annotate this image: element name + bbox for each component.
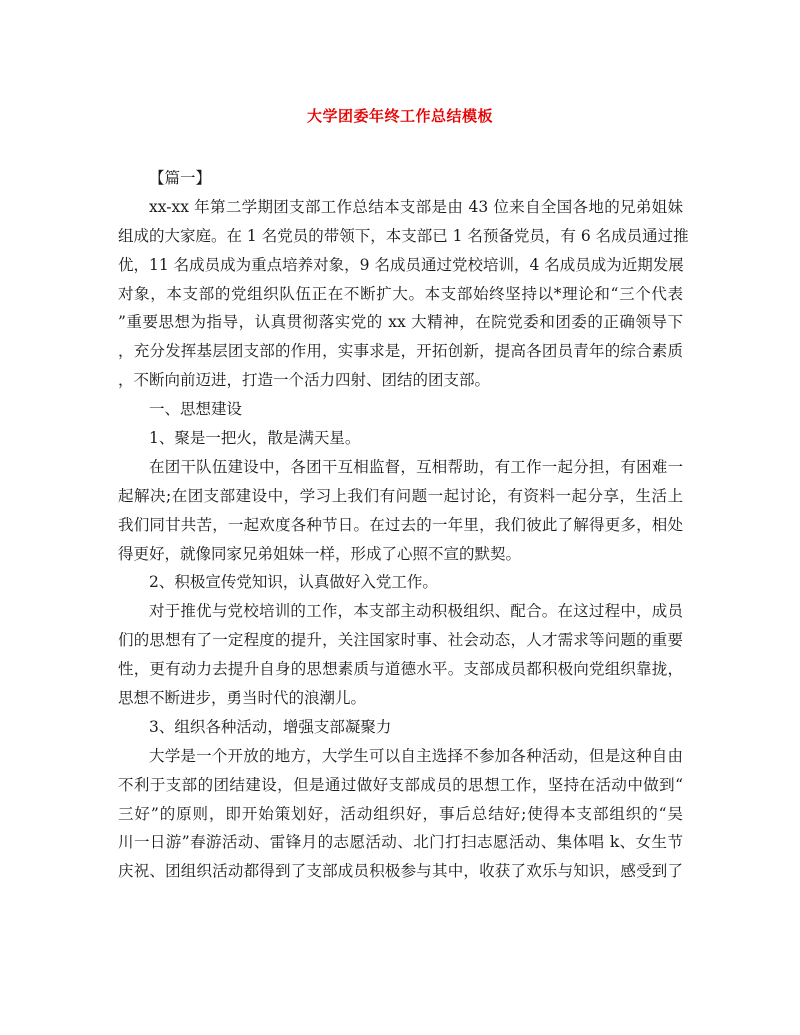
text-line: 性，更有动力去提升自身的思想素质与道德水平。支部成员都积极向党组织靠拢， (118, 660, 683, 679)
text-line: 庆祝、团组织活动都得到了支部成员积极参与其中，收获了欢乐与知识，感受到了 (118, 862, 683, 881)
text-line: 对象，本支部的党组织队伍正在不断扩大。本支部始终坚持以*理论和“三个代表 (118, 284, 683, 303)
text-line: 得更好，就像同家兄弟姐妹一样，形成了心照不宣的默契。 (118, 544, 522, 563)
text-line: ”重要思想为指导，认真贯彻落实党的 xx 大精神，在院党委和团委的正确领导下 (118, 313, 683, 332)
document-title: 大学团委年终工作总结模板 (306, 107, 493, 125)
text-line: 优，11 名成员成为重点培养对象，9 名成员通过党校培训，4 名成员成为近期发展 (118, 255, 684, 274)
text-line: xx-xx 年第二学期团支部工作总结本支部是由 43 位来自全国各地的兄弟姐妹 (149, 197, 683, 216)
document-body (118, 164, 689, 886)
text-line: 起解决;在团支部建设中，学习上我们有问题一起讨论，有资料一起分享，生活上 (118, 486, 683, 505)
text-line: 在团干队伍建设中，各团干互相监督，互相帮助，有工作一起分担，有困难一 (149, 457, 683, 476)
text-line: ，充分发挥基层团支部的作用，实事求是，开拓创新，提高各团员青年的综合素质 (118, 342, 683, 361)
text-line: 2、积极宣传党知识，认真做好入党工作。 (149, 573, 438, 592)
text-line: ，不断向前迈进，打造一个活力四射、团结的团支部。 (118, 371, 491, 390)
text-line: 思想不断进步，勇当时代的浪潮儿。 (118, 689, 367, 708)
text-line: 川一日游”春游活动、雷锋月的志愿活动、北门打扫志愿活动、集体唱 k、女生节 (118, 833, 683, 852)
text-line: 三好”的原则，即开始策划好，活动组织好，事后总结好;使得本支部组织的“吴 (118, 804, 683, 823)
text-line: 不利于支部的团结建设，但是通过做好支部成员的思想工作，坚持在活动中做到“ (118, 775, 683, 794)
text-line: 一、思想建设 (149, 400, 243, 419)
text-line: 对于推优与党校培训的工作，本支部主动积极组织、配合。在这过程中，成员 (149, 602, 683, 621)
text-line: 3、组织各种活动，增强支部凝聚力 (149, 717, 392, 736)
text-line: 组成的大家庭。在 1 名党员的带领下，本支部已 1 名预备党员，有 6 名成员通过推 (118, 226, 689, 245)
text-line: 【篇一】 (149, 169, 212, 187)
text-line: 大学是一个开放的地方，大学生可以自主选择不参加各种活动，但是这种自由 (149, 746, 683, 765)
text-line: 我们同甘共苦，一起欢度各种节日。在过去的一年里，我们彼此了解得更多，相处 (118, 515, 683, 534)
text-line: 们的思想有了一定程度的提升，关注国家时事、社会动态，人才需求等问题的重要 (118, 631, 683, 650)
text-line: 1、聚是一把火，散是满天星。 (149, 429, 361, 448)
